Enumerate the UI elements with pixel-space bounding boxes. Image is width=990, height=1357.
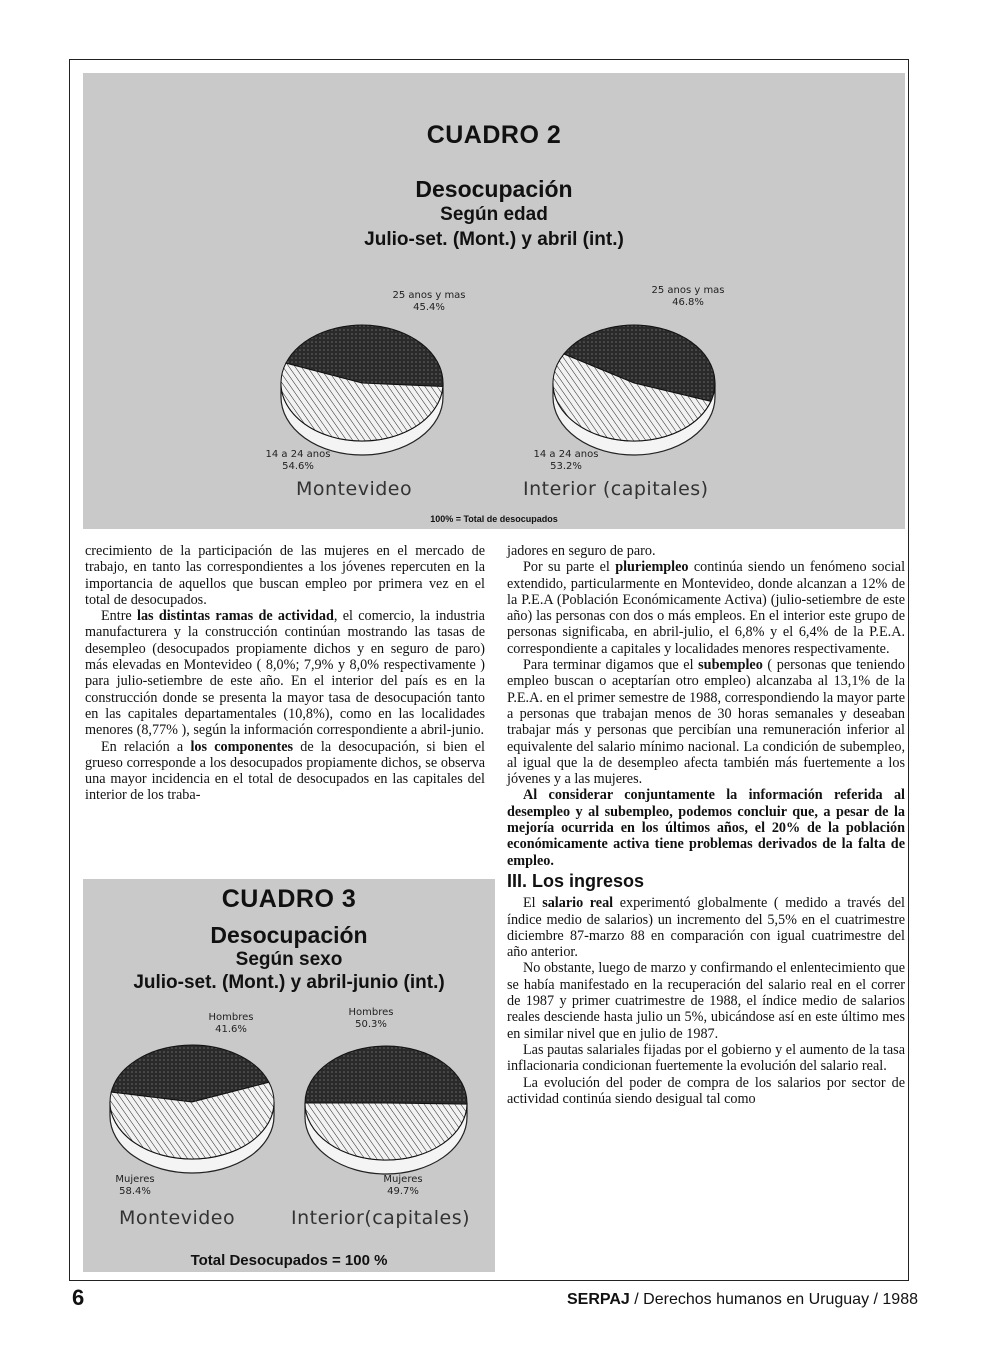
cuadro-3-mvd-top-label [186, 1012, 276, 1036]
right-paragraph-8: La evolución del poder de compra de los salarios por sector de actividad continúa siendo desigual tal como [507, 1074, 905, 1107]
section-heading-ingresos: III. Los ingresos [507, 870, 645, 891]
cuadro-2-region-interior: Interior (capitales) [523, 478, 709, 500]
cuadro-2-region-montevideo: Montevideo [296, 478, 413, 500]
page-footer [567, 1291, 918, 1309]
cuadro-2-int-bottom-label [521, 449, 611, 473]
cuadro-2-mvd-top-label [359, 290, 499, 314]
label-value: 46.8% [672, 297, 704, 308]
label-value: 41.6% [215, 1024, 247, 1035]
left-column [85, 543, 485, 804]
cuadro-3-figure [83, 879, 495, 1272]
pie-slice-first [305, 1046, 467, 1104]
cuadro-2-period: Julio-set. (Mont.) y abril (int.) [364, 229, 624, 250]
label-value: 50.3% [355, 1019, 387, 1030]
right-paragraph-4: Al considerar conjuntamente la información referida al desempleo y al subempleo, podemos concluir que, a pesar de la mejoría ocurrida en los últimos años, el 20% de la población económicamente activa tiene problemas derivados de la falta de empleo. [507, 787, 905, 869]
bold-run: salario real [542, 895, 614, 912]
text-run: Entre [101, 608, 137, 625]
cuadro-3-subtitle-2: Según sexo [235, 949, 343, 970]
cuadro-3-int-top-label [326, 1007, 416, 1031]
label-text: 25 anos y mas [392, 290, 466, 301]
cuadro-2-subtitle-2: Según edad [440, 204, 548, 225]
pie-cuadro3-montevideo [110, 1045, 274, 1173]
label-value: 54.6% [282, 461, 314, 472]
label-value: 49.7% [387, 1186, 419, 1197]
label-text: Mujeres [383, 1174, 423, 1185]
label-value: 45.4% [413, 302, 445, 313]
cuadro-3-region-montevideo: Montevideo [119, 1207, 236, 1229]
text-run: experimentó globalmente ( medido a través del índice medio de salarios) un incremento del 5,5% en el cuatrimestre diciembre 87-marzo 88 en comparación con igual cuatrimestre del año anterior. [507, 895, 905, 961]
left-paragraph-3 [85, 739, 485, 804]
right-paragraph-6: No obstante, luego de marzo y confirmando el enlentecimiento que se había manifestado en la recuperación del salario real en el correr de 1987 y primer cuatrimestre de 1988, el índice medio de salarios reales desciende hasta julio un 5%, ubicándose así en este último mes en similar nivel que en julio de 1987. [507, 960, 905, 1042]
cuadro-3-region-interior: Interior(capitales) [291, 1207, 471, 1229]
cuadro-3-int-bottom-label [373, 1174, 433, 1198]
label-text: Hombres [208, 1012, 254, 1023]
bold-run: pluriempleo [615, 559, 689, 576]
footer-text: / Derechos humanos en Uruguay / 1988 [629, 1291, 918, 1308]
cuadro-2-footnote: 100% = Total de desocupados [430, 514, 558, 524]
cuadro-2-subtitle: Desocupación [415, 176, 573, 202]
cuadro-2-title: CUADRO 2 [426, 121, 562, 149]
pie-cuadro2-interior [553, 325, 715, 455]
text-run: En relación a [101, 738, 191, 755]
right-column [507, 543, 905, 1107]
cuadro-2-mvd-bottom-label [253, 449, 343, 473]
text-run: El [523, 895, 543, 912]
label-text: Mujeres [115, 1174, 155, 1185]
text-run: Por su parte el [523, 559, 616, 576]
pie-cuadro2-montevideo [281, 325, 443, 455]
text-run: , el comercio, la industria manufacturera y la construcción continúan mostrando las tasas de desempleo (desocupados propiamente dichos y en seguro de paro) más elevadas en Montevideo ( 8,0%; 7,9% y 8,0% respectivamente ) para julio-setiembre de este año. En el interior del país es en la construcción donde se presenta la mayor tasa de desocupación tanto en las capitales departamentales (10,8%), como en las localidades menores (8,77% ), según la información correspondiente a abril-junio. [85, 608, 485, 739]
bold-run: los componentes [190, 738, 294, 755]
text-run: ( personas que teniendo empleo buscan o aceptarían otro empleo) alcanzaba al 13,1% de la P.E.A. en el primer semestre de 1988, correspondiendo la mayor parte a personas que trabajan menos de 30 horas semanales y deseaban trabajar más y personas que percibían una remuneración inferior al equivalente del salario mínimo nacional. La condición de subempleo, al igual que la de desempleo afecta también más fuertemente a los jóvenes y a las mujeres. [507, 657, 905, 788]
label-text: Hombres [348, 1007, 394, 1018]
cuadro-3-footnote: Total Desocupados = 100 % [190, 1252, 388, 1269]
cuadro-2-figure [83, 73, 905, 529]
label-text: 14 a 24 anos [265, 449, 331, 460]
label-text: 25 anos y mas [651, 285, 725, 296]
right-paragraph-1: jadores en seguro de paro. [507, 543, 656, 559]
page-number: 6 [72, 1285, 85, 1310]
cuadro-3-period: Julio-set. (Mont.) y abril-junio (int.) [133, 972, 445, 993]
bold-run: subempleo [698, 657, 763, 674]
cuadro-2-int-top-label [613, 285, 763, 309]
text-run: de la desocupación, si bien el grueso corresponde a los desocupados propiamente dichos, se observa una mayor incidencia en el total de desocupados en las capitales del interior de los traba- [85, 738, 485, 804]
label-value: 58.4% [119, 1186, 151, 1197]
footer-publisher: SERPAJ [566, 1291, 630, 1308]
cuadro-3-subtitle: Desocupación [210, 922, 368, 948]
label-value: 53.2% [550, 461, 582, 472]
cuadro-3-title: CUADRO 3 [221, 885, 357, 913]
left-paragraph-2 [85, 608, 485, 738]
left-paragraph-1: crecimiento de la participación de las mujeres en el mercado de trabajo, en tanto las correspondientes a los jóvenes repercuten en la importancia de aquellos que buscan empleo por primera vez en el total de desocupados. [85, 543, 485, 608]
right-paragraph-3 [507, 657, 905, 787]
text-run: continúa siendo un fenómeno social extendido, particularmente en Montevideo, donde alcanzan a 12% de la P.E.A (Población Económicamente Activa) (julio-setiembre de este año) las personas con dos o más empleos. En el interior este grupo de personas significaba, en abril-julio, el 6,8% y el 6,4% de la P.E.A. correspondiente a capitales y localidades menores respectivamente. [507, 559, 906, 657]
right-paragraph-5 [507, 895, 905, 960]
label-text: 14 a 24 anos [533, 449, 599, 460]
text-run: Para terminar digamos que el [523, 657, 699, 674]
right-paragraph-2 [507, 559, 905, 657]
right-paragraph-7: Las pautas salariales fijadas por el gobierno y el aumento de la tasa inflacionaria condicionan fuertemente la evolución del salario real. [507, 1041, 905, 1075]
pie-cuadro3-interior [305, 1046, 467, 1174]
cuadro-3-mvd-bottom-label [105, 1174, 165, 1198]
bold-run: las distintas ramas de actividad [137, 608, 334, 625]
